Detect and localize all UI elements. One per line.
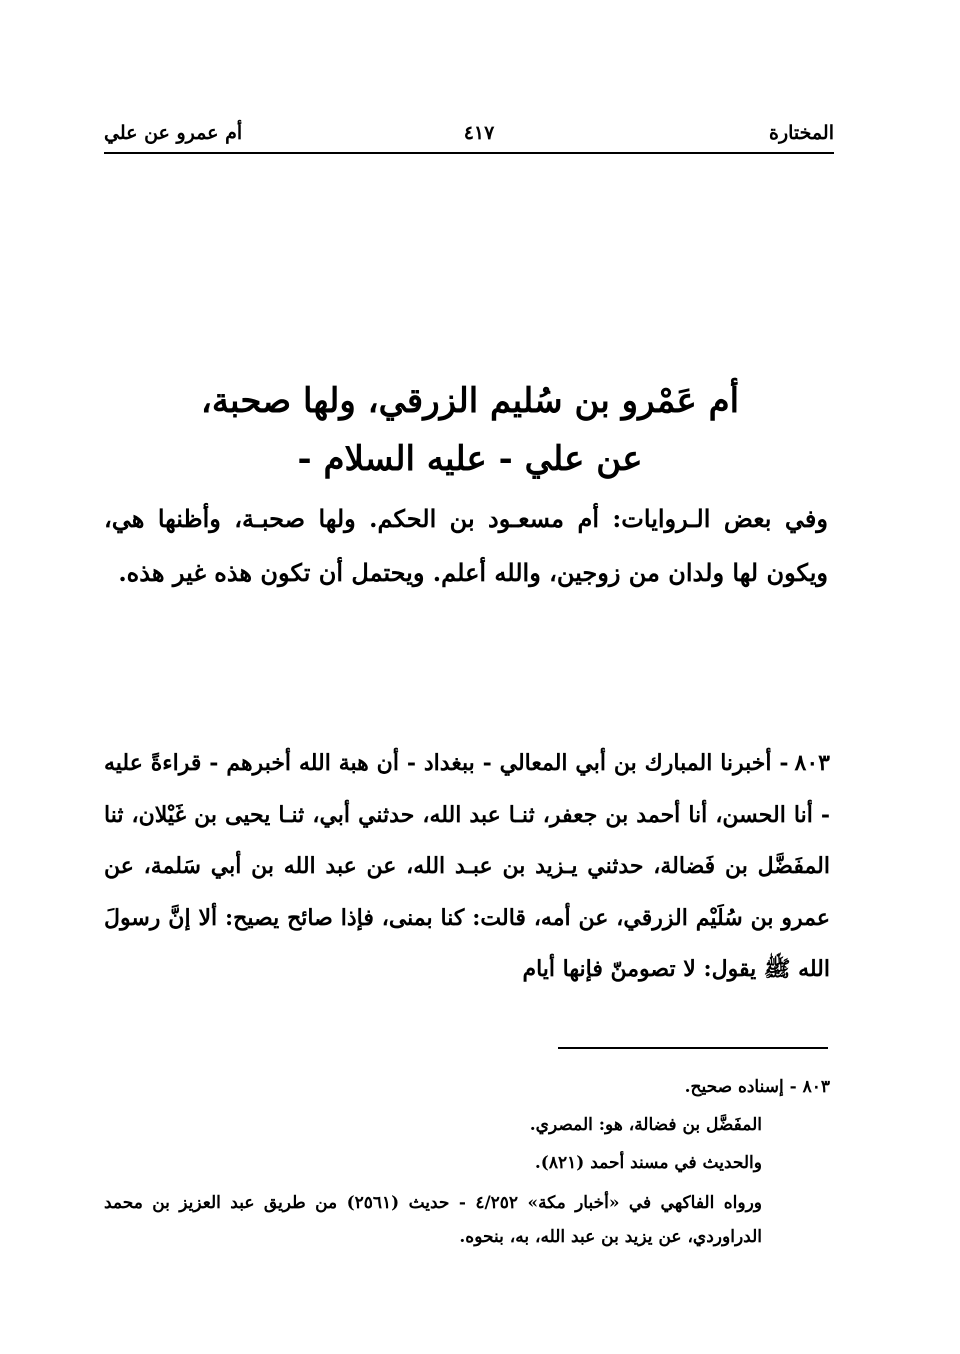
chapter-note: وفي بعض الـروايات: أم مسعـود بن الحكم. ولها صحبـة، وأظنها هي، ويكون لها ولدان من زوجين، والله أعلم. ويحتمل أن تكون هذه غير هذه. [104, 504, 828, 587]
footnote-additional-source: ورواه الفاكهي في «أخبار مكة» ٤/٢٥٢ - حديث (٢٥٦١) من طريق عبد العزيز بن محمد الدراوردي، عن يزيد بن عبد الله، به، بنحوه. [104, 1193, 762, 1247]
hadith-number: ٨٠٣ [794, 750, 830, 776]
footnote-grading: ٨٠٣ - إسناده صحيح. [684, 1077, 830, 1097]
chapter-title-line-1: أم عَمْرو بن سُليم الزرقي، ولها صحبة، [200, 381, 740, 421]
footnote-source: والحديث في مسند أحمد (٨٢١). [534, 1153, 762, 1173]
footnote-separator [558, 1047, 828, 1049]
chapter-title-line-2: عن علي - عليه السلام - [297, 439, 643, 479]
running-header [104, 118, 834, 154]
hadith-text: - أخبرنا المبارك بن أبي المعالي - ببغداد - أن هبة الله أخبرهم - قراءةً عليه - أنا الحسن، أنا أحمد بن جعفر، ثنـا عبد الله، حدثني أبي، ثنـا يحيى بن غَيْلان، ثنا المفَضَّل بن فَضالة، حدثني يـزيد بن عبـد الله، عن عبد الله بن أبي سَلمة، عن عمرو بن سُلَيْم الزرقي، عن أمه، قالت: كنا بمنى، فإذا صائح يصيح: ألا إنَّ رسولَ الله ﷺ يقول: لا تصومنّ فإنها أيام [104, 750, 830, 982]
footnotes [104, 1068, 830, 1254]
hadith-paragraph [104, 738, 830, 996]
header-section-title: أم عمرو عن علي [104, 122, 243, 144]
chapter-title [110, 372, 830, 488]
header-rule [104, 152, 834, 154]
header-book-title: المختارة [769, 122, 834, 144]
page-number: ٤١٧ [463, 122, 495, 144]
footnote-narrator: المفَضَّل بن فضالة، هو: المصري. [529, 1115, 762, 1135]
